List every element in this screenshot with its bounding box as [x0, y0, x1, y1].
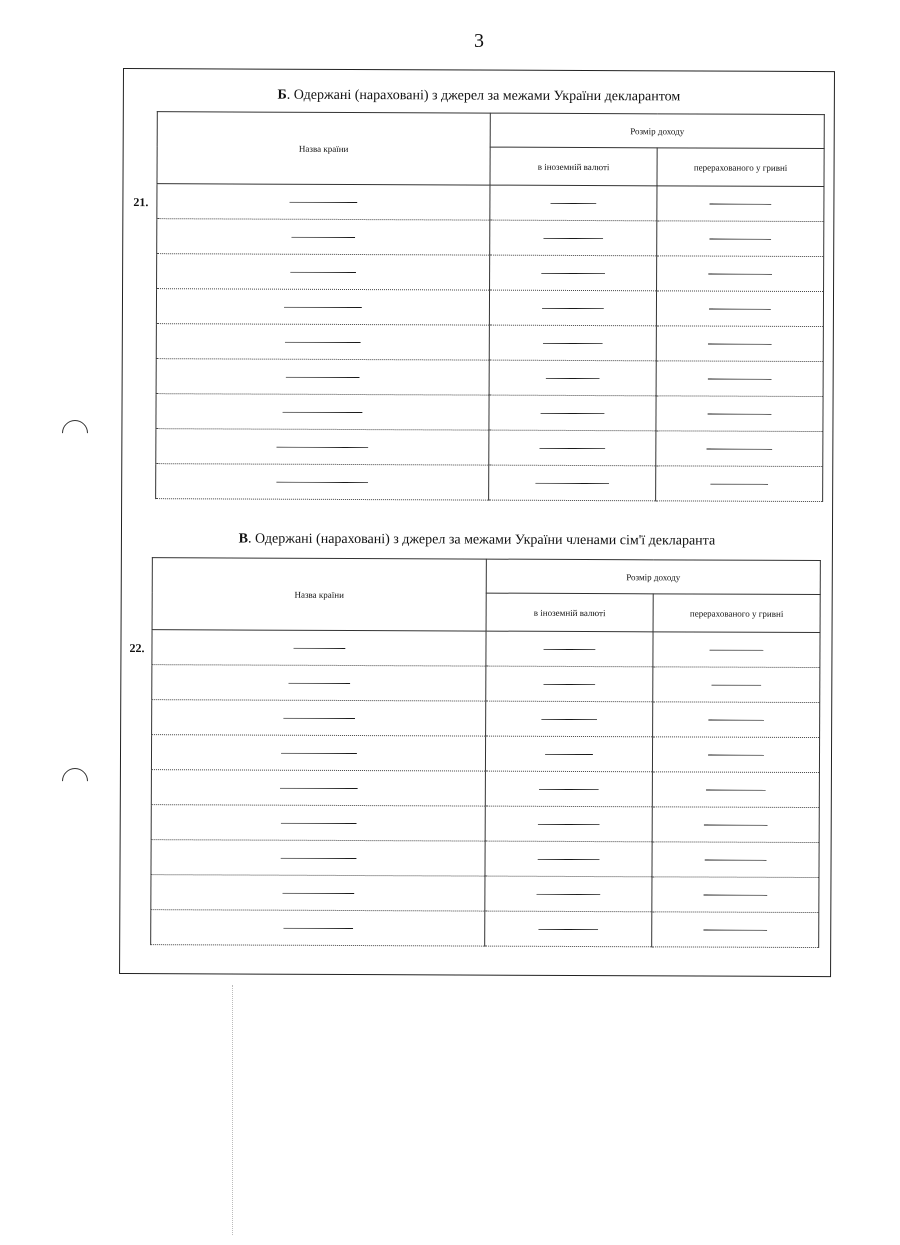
- foreign-currency-cell: [490, 220, 657, 256]
- scan-artifact: [232, 985, 235, 1235]
- blank-dash: [704, 825, 768, 826]
- foreign-currency-cell: [485, 841, 652, 877]
- table-row: [157, 254, 824, 292]
- table-row: [152, 630, 820, 668]
- blank-dash: [286, 377, 360, 378]
- country-cell: [157, 219, 490, 255]
- section-b-country-header: Назва країни: [157, 112, 490, 185]
- blank-dash: [289, 202, 357, 203]
- uah-cell: [652, 772, 819, 808]
- section-v-country-header: Назва країни: [152, 558, 486, 631]
- blank-dash: [535, 483, 609, 484]
- blank-dash: [280, 823, 356, 824]
- uah-cell: [656, 326, 823, 362]
- section-v-row-number: 22.: [129, 641, 145, 656]
- foreign-currency-cell: [485, 806, 652, 842]
- blank-dash: [293, 648, 345, 649]
- blank-dash: [711, 685, 761, 686]
- section-b-row-number: 21.: [133, 195, 149, 210]
- blank-dash: [280, 858, 356, 859]
- country-cell: [156, 394, 489, 430]
- table-row: [151, 735, 819, 773]
- section-b-table: [155, 111, 825, 502]
- blank-dash: [539, 789, 599, 790]
- table-row: [156, 324, 823, 362]
- uah-cell: [653, 702, 820, 738]
- blank-dash: [538, 824, 600, 825]
- blank-dash: [709, 204, 771, 205]
- blank-dash: [706, 449, 772, 450]
- section-b-income-header: Розмір доходу: [490, 113, 824, 148]
- blank-dash: [538, 929, 598, 930]
- blank-dash: [703, 895, 767, 896]
- country-cell: [156, 429, 489, 465]
- table-row: [156, 289, 823, 327]
- blank-dash: [550, 203, 596, 204]
- blank-dash: [282, 412, 362, 413]
- foreign-currency-cell: [485, 876, 652, 912]
- uah-cell: [652, 912, 819, 948]
- uah-cell: [652, 877, 819, 913]
- foreign-currency-cell: [486, 701, 653, 737]
- table-row: [152, 665, 820, 703]
- uah-cell: [657, 256, 824, 292]
- blank-dash: [708, 720, 764, 721]
- table-row: [151, 770, 819, 808]
- section-v-title-text: . Одержані (нараховані) з джерел за межами України членами сім'ї декларанта: [247, 531, 716, 549]
- country-cell: [152, 700, 486, 736]
- foreign-currency-cell: [485, 911, 652, 947]
- blank-dash: [543, 649, 595, 650]
- uah-cell: [653, 667, 820, 703]
- country-cell: [156, 359, 489, 395]
- country-cell: [157, 254, 490, 290]
- blank-dash: [283, 928, 353, 929]
- country-cell: [152, 630, 486, 666]
- table-row: [151, 840, 819, 878]
- blank-dash: [542, 308, 604, 309]
- table-row: [156, 464, 823, 502]
- country-cell: [156, 464, 489, 500]
- blank-dash: [706, 790, 766, 791]
- blank-dash: [543, 343, 603, 344]
- section-b-title: [124, 87, 834, 106]
- table-row: [152, 700, 820, 738]
- punch-hole-top: [57, 415, 94, 452]
- blank-dash: [543, 684, 595, 685]
- table-row: [156, 429, 823, 467]
- foreign-currency-cell: [490, 255, 657, 291]
- blank-dash: [708, 379, 772, 380]
- section-v-uah-header: перерахованого у гривні: [653, 594, 820, 633]
- blank-dash: [708, 344, 772, 345]
- section-v-table: [150, 557, 821, 948]
- foreign-currency-cell: [489, 395, 656, 431]
- blank-dash: [707, 414, 771, 415]
- uah-cell: [656, 291, 823, 327]
- country-cell: [151, 735, 485, 771]
- section-v-letter: В: [238, 531, 249, 547]
- country-cell: [157, 184, 490, 220]
- foreign-currency-cell: [489, 325, 656, 361]
- foreign-currency-cell: [485, 771, 652, 807]
- blank-dash: [709, 239, 771, 240]
- country-cell: [151, 840, 485, 876]
- blank-dash: [281, 753, 357, 754]
- section-v-income-header: Розмір доходу: [486, 559, 820, 594]
- uah-cell: [656, 431, 823, 467]
- foreign-currency-cell: [486, 666, 653, 702]
- foreign-currency-cell: [489, 430, 656, 466]
- blank-dash: [710, 484, 768, 485]
- blank-dash: [708, 274, 772, 275]
- table-row: [151, 875, 819, 913]
- foreign-currency-cell: [485, 736, 652, 772]
- section-b-title-text: . Одержані (нараховані) з джерел за межами України декларантом: [286, 87, 681, 105]
- page-number: 3: [474, 30, 484, 52]
- blank-dash: [276, 447, 368, 448]
- uah-cell: [656, 361, 823, 397]
- foreign-currency-cell: [489, 360, 656, 396]
- blank-dash: [705, 860, 767, 861]
- table-row: [157, 184, 824, 222]
- blank-dash: [539, 448, 605, 449]
- uah-cell: [656, 466, 823, 502]
- uah-cell: [657, 186, 824, 222]
- blank-dash: [279, 788, 357, 789]
- blank-dash: [541, 273, 605, 274]
- country-cell: [151, 770, 485, 806]
- country-cell: [151, 910, 485, 946]
- uah-cell: [656, 396, 823, 432]
- section-b-uah-header: перерахованого у гривні: [657, 148, 824, 187]
- uah-cell: [652, 842, 819, 878]
- foreign-currency-cell: [489, 465, 656, 501]
- country-cell: [151, 875, 485, 911]
- section-v-foreign-currency-header: в іноземній валюті: [486, 593, 653, 632]
- foreign-currency-cell: [489, 290, 656, 326]
- blank-dash: [284, 307, 362, 308]
- blank-dash: [546, 378, 600, 379]
- country-cell: [151, 805, 485, 841]
- table-row: [156, 394, 823, 432]
- blank-dash: [291, 237, 355, 238]
- blank-dash: [276, 482, 368, 483]
- blank-dash: [283, 718, 355, 719]
- blank-dash: [285, 342, 361, 343]
- uah-cell: [652, 737, 819, 773]
- blank-dash: [709, 650, 763, 651]
- blank-dash: [703, 930, 767, 931]
- uah-cell: [657, 221, 824, 257]
- uah-cell: [653, 632, 820, 668]
- country-cell: [156, 289, 489, 325]
- blank-dash: [290, 272, 356, 273]
- blank-dash: [282, 893, 354, 894]
- section-b-letter: Б: [277, 87, 287, 103]
- blank-dash: [540, 413, 604, 414]
- blank-dash: [545, 754, 593, 755]
- declaration-frame: [119, 68, 835, 977]
- country-cell: [152, 665, 486, 701]
- table-row: [156, 359, 823, 397]
- blank-dash: [543, 238, 603, 239]
- blank-dash: [709, 309, 771, 310]
- blank-dash: [288, 683, 350, 684]
- foreign-currency-cell: [486, 631, 653, 667]
- blank-dash: [536, 894, 600, 895]
- table-row: [151, 805, 819, 843]
- blank-dash: [708, 755, 764, 756]
- table-row: [151, 910, 819, 948]
- table-row: [157, 219, 824, 257]
- blank-dash: [538, 859, 600, 860]
- section-v-title: [122, 531, 832, 550]
- uah-cell: [652, 807, 819, 843]
- country-cell: [156, 324, 489, 360]
- section-b-foreign-currency-header: в іноземній валюті: [490, 147, 657, 186]
- blank-dash: [541, 719, 597, 720]
- punch-hole-bottom: [57, 763, 94, 800]
- foreign-currency-cell: [490, 185, 657, 221]
